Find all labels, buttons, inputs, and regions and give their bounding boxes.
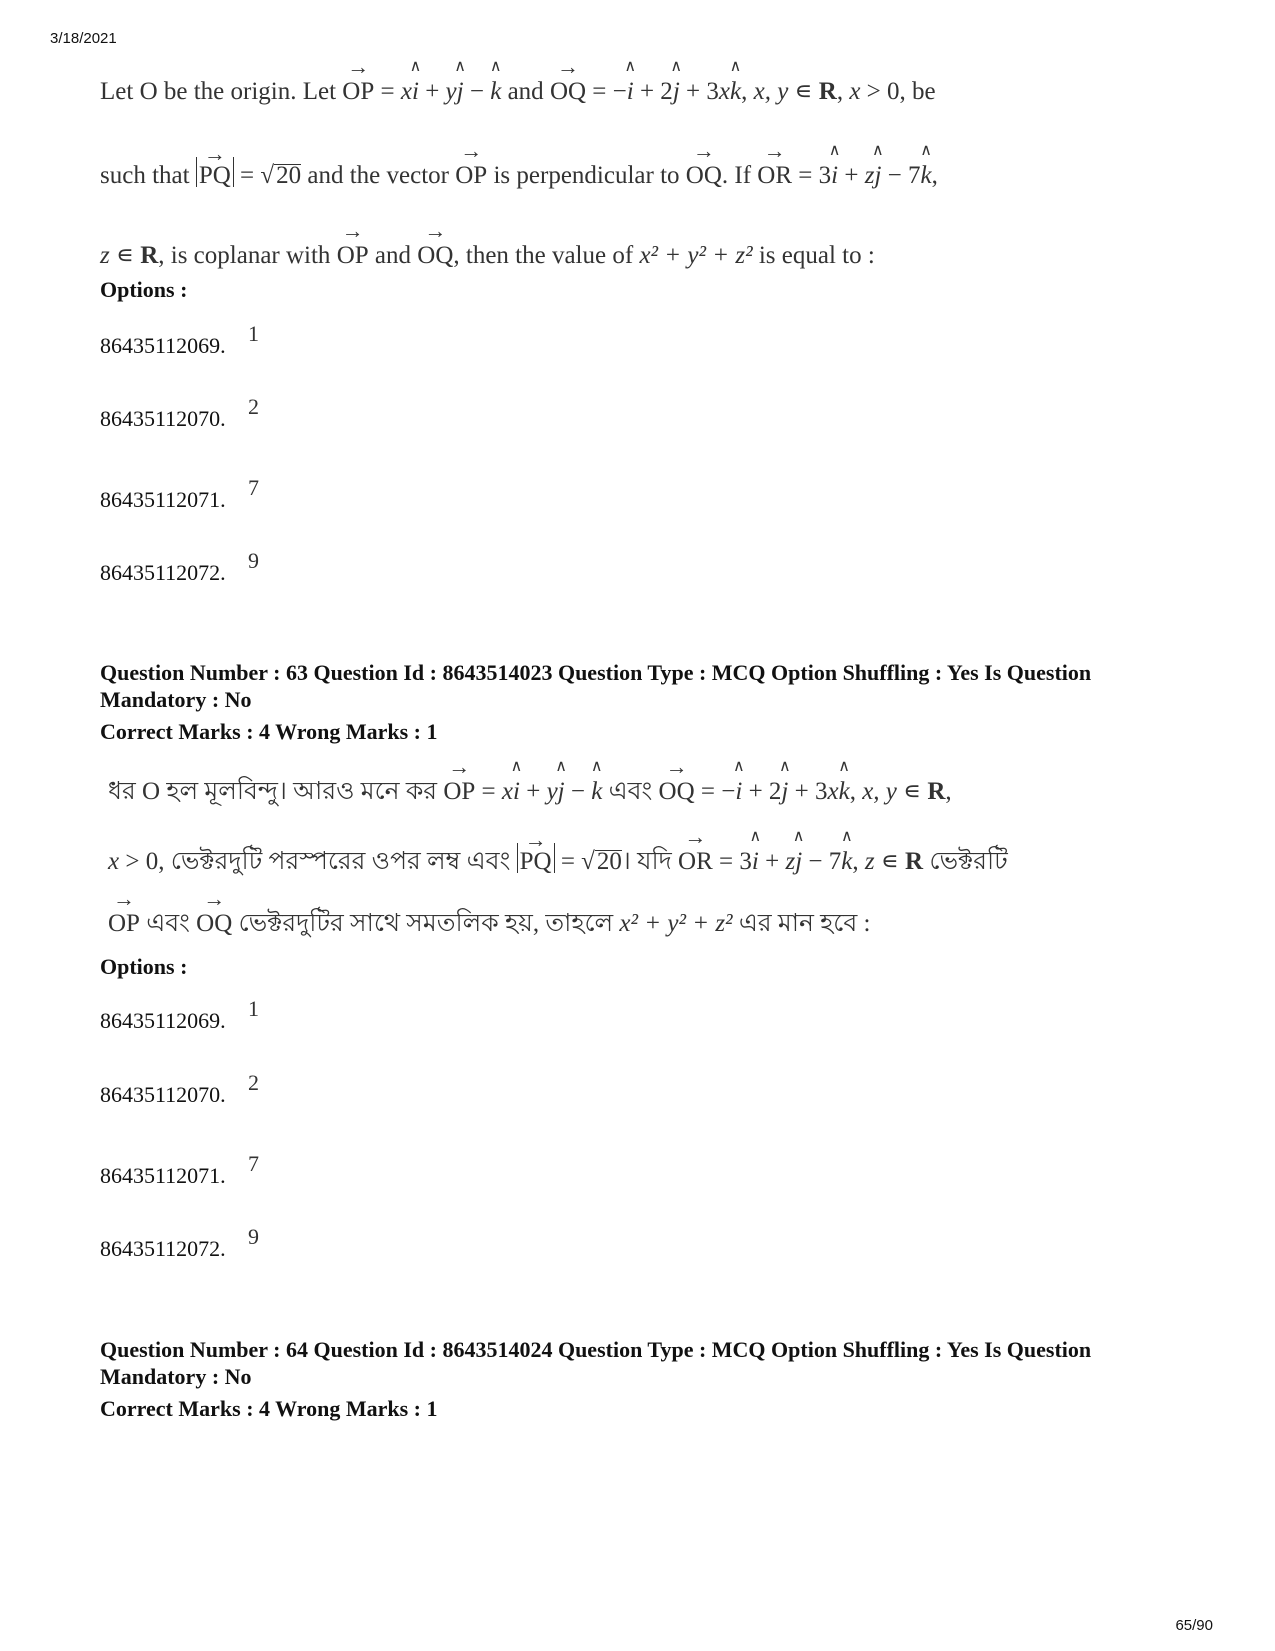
option-row: 86435112069. 1 [100,996,259,1033]
q62-line-3: z ∊ R, is coplanar with → OP and → OQ, then the value of x² + y² + z² is equal to : [100,234,875,270]
options-label: Options : [100,277,188,302]
question-64-marks: Correct Marks : 4 Wrong Marks : 1 [100,1396,438,1421]
q62-line-2: such that → PQ = √20 and the vector → OP is perpendicular to → OQ. If → OR = 3∧ i + z∧ j − 7∧ k, [100,154,938,190]
options-label: Options : [100,954,188,979]
question-63-meta: Question Number : 63 Question Id : 8643514023 Question Type : MCQ Option Shuffling : Yes Is Question Mandatory : No [100,660,1092,712]
option-row: 86435112070. 2 [100,394,259,431]
question-64-meta: Question Number : 64 Question Id : 8643514024 Question Type : MCQ Option Shuffling : Yes Is Question Mandatory : No [100,1337,1092,1389]
option-row: 86435112072. 9 [100,548,259,585]
option-row: 86435112071. 7 [100,1151,259,1188]
q63-line-1: ধর O হল মূলবিন্দু। আরও মনে কর → OP = x∧ i + y∧ j − ∧ k এবং → OQ = −∧ i + 2∧ j + 3x∧ k, x, y ∊ R, [108,770,952,814]
q63-line-2: x > 0, ভেক্টরদুটি পরস্পরের ওপর লম্ব এবং → PQ = √20। যদি → OR = 3∧ i + z∧ j − 7∧ k, z ∊ R ভেক্টরটি [108,840,1008,884]
print-date: 3/18/2021 [50,30,117,47]
option-row: 86435112071. 7 [100,475,259,512]
option-row: 86435112072. 9 [100,1224,259,1261]
option-row: 86435112070. 2 [100,1070,259,1107]
q63-line-3: → OP এবং → OQ ভেক্টরদুটির সাথে সমতলিক হয়, তাহলে x² + y² + z² এর মান হবে : [108,902,870,946]
option-row: 86435112069. 1 [100,321,259,358]
question-63-marks: Correct Marks : 4 Wrong Marks : 1 [100,719,438,744]
page-number: 65/90 [1175,1617,1213,1634]
q62-line-1: Let O be the origin. Let → OP = x∧ i + y∧ j − ∧ k and → OQ = −∧ i + 2∧ j + 3x∧ k, x, y ∊ R, x > 0, be [100,70,936,106]
